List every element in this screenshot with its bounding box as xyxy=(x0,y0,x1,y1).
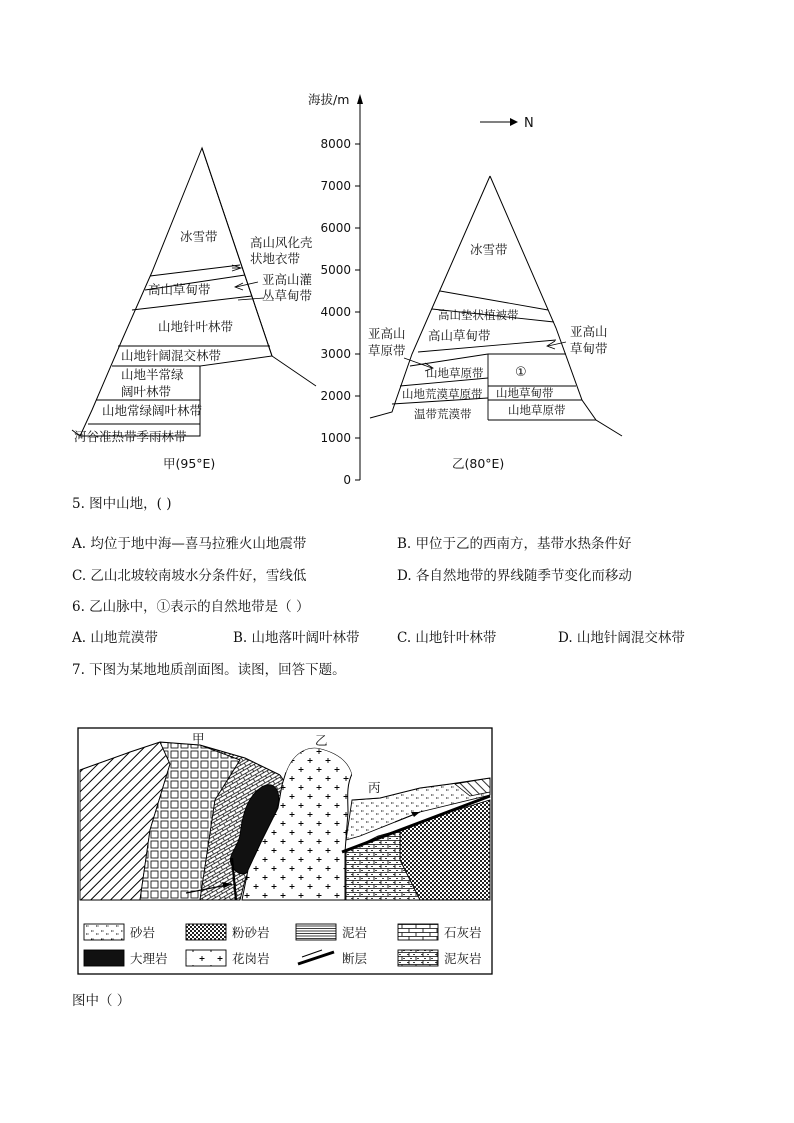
q6-option-a[interactable]: A. 山地荒漠带 xyxy=(72,630,158,646)
yi-caption: 乙(80°E) xyxy=(452,456,505,471)
axis-tick-label: 4000 xyxy=(320,305,351,319)
jia-callout-4: 丛草甸带 xyxy=(262,288,313,303)
q5-option-b[interactable]: B. 甲位于乙的西南方，基带水热条件好 xyxy=(397,536,632,552)
profile-label-yi: 乙 xyxy=(315,733,328,748)
jia-callout-3: 亚高山灌 xyxy=(262,272,313,287)
legend-limestone: 石灰岩 xyxy=(444,925,482,940)
jia-caption: 甲(95°E) xyxy=(163,456,216,471)
q7-trailer: 图中（ ） xyxy=(72,993,131,1009)
jia-callout-1: 高山风化壳 xyxy=(250,235,313,250)
jia-zone-meadow: 高山草甸带 xyxy=(148,282,211,297)
q5-option-a[interactable]: A. 均位于地中海—喜马拉雅火山地震带 xyxy=(72,536,307,552)
legend-marl: 泥灰岩 xyxy=(444,951,482,966)
axis-tick-label: 5000 xyxy=(320,263,351,277)
q5-stem: 5. 图中山地，( ) xyxy=(72,496,172,512)
profile-label-bing: 丙 xyxy=(368,780,381,795)
q6-option-d[interactable]: D. 山地针阔混交林带 xyxy=(558,630,685,646)
axis-tick-label: 0 xyxy=(343,473,351,487)
jia-zone-valley: 河谷准热带季雨林带 xyxy=(74,429,187,444)
axis-tick-label: 1000 xyxy=(320,431,351,445)
geologic-profile xyxy=(78,728,492,974)
yi-zone-meadow: 高山草甸带 xyxy=(428,328,491,343)
q5-option-c[interactable]: C. 乙山北坡较南坡水分条件好，雪线低 xyxy=(72,568,307,584)
legend-siltstone: 粉砂岩 xyxy=(232,925,270,940)
yi-zone-steppe: 山地草原带 xyxy=(426,366,484,380)
profile-label-jia: 甲 xyxy=(192,731,205,746)
yi-callout-right-1: 亚高山 xyxy=(570,324,608,339)
jia-zone-evergreen: 山地常绿阔叶林带 xyxy=(102,403,203,418)
yi-zone-steppe-right: 山地草原带 xyxy=(508,403,566,417)
yi-callout-right-2: 草甸带 xyxy=(570,341,608,356)
axis-tick-label: 6000 xyxy=(320,221,351,235)
yi-zone-cushion: 高山垫状植被带 xyxy=(438,308,519,322)
legend-granite: 花岗岩 xyxy=(232,951,270,966)
axis-label: 海拔/m xyxy=(308,92,350,107)
yi-zone-ice: 冰雪带 xyxy=(470,242,508,257)
yi-callout-left-2: 草原带 xyxy=(368,343,406,358)
axis-tick-label: 8000 xyxy=(320,137,351,151)
q6-option-b[interactable]: B. 山地落叶阔叶林带 xyxy=(233,630,360,646)
axis-tick-label: 2000 xyxy=(320,389,351,403)
altitude-axis xyxy=(308,92,534,487)
jia-zone-semi-1: 山地半常绿 xyxy=(121,367,184,382)
q7-stem: 7. 下图为某地地质剖面图。读图，回答下题。 xyxy=(72,662,346,678)
mountain-jia xyxy=(72,148,316,471)
legend-marble: 大理岩 xyxy=(130,951,168,966)
jia-zone-semi-2: 阔叶林带 xyxy=(121,384,172,399)
legend-mudstone: 泥岩 xyxy=(342,925,368,940)
q5-option-d[interactable]: D. 各自然地带的界线随季节变化而移动 xyxy=(397,568,632,584)
q6-stem: 6. 乙山脉中，①表示的自然地带是（ ） xyxy=(72,599,310,615)
axis-tick-label: 7000 xyxy=(320,179,351,193)
yi-zone-circle-1: ① xyxy=(515,365,527,380)
mountain-yi xyxy=(368,176,622,471)
q6-option-c[interactable]: C. 山地针叶林带 xyxy=(397,630,497,646)
north-label: N xyxy=(524,116,534,131)
yi-zone-desert-steppe: 山地荒漠草原带 xyxy=(402,387,483,401)
yi-zone-desert: 温带荒漠带 xyxy=(414,407,472,421)
yi-callout-left-1: 亚高山 xyxy=(368,326,406,341)
jia-zone-mixed: 山地针阔混交林带 xyxy=(121,348,222,363)
legend-fault: 断层 xyxy=(342,951,368,966)
legend-sandstone: 砂岩 xyxy=(130,925,156,940)
axis-tick-label: 3000 xyxy=(320,347,351,361)
jia-zone-conifer: 山地针叶林带 xyxy=(158,319,234,334)
yi-zone-meadow-right: 山地草甸带 xyxy=(496,386,554,400)
jia-callout-2: 状地衣带 xyxy=(250,251,301,266)
jia-zone-ice: 冰雪带 xyxy=(180,229,218,244)
